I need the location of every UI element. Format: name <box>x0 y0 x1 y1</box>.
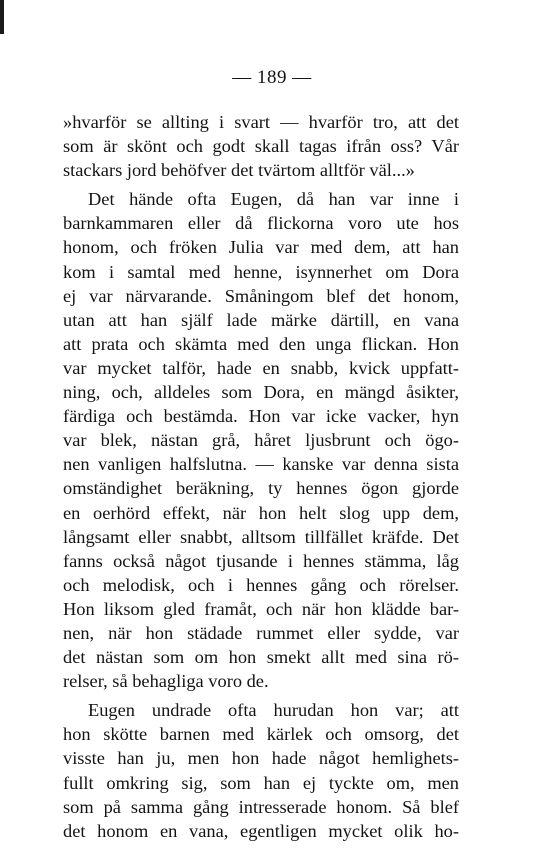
text-line: långsamt eller snabbt, alltsom tillfället kräfde. Det <box>63 526 459 547</box>
text-line: stackars jord behöfver det tvärtom alltför väl...» <box>63 160 415 181</box>
text-line: nen, när hon städade rummet eller sydde, var <box>63 622 459 643</box>
text-line: honom, och fröken Julia var med dem, att han <box>63 237 459 258</box>
text-line: fanns också något tjusande i hennes stämma, låg <box>63 550 459 571</box>
text-line: ej var närvarande. Småningom blef det honom, <box>63 285 459 306</box>
text-line: Hon liksom gled framåt, och när hon klädde bar- <box>63 598 459 619</box>
text-line: kom i samtal med henne, isynnerhet om Dora <box>63 261 459 282</box>
paragraph-3 <box>63 698 459 843</box>
text-line: Det hände ofta Eugen, då han var inne i <box>88 189 459 210</box>
text-line: det honom en vana, egentligen mycket olik ho- <box>63 820 459 841</box>
text-line: barnkammaren eller då flickorna voro ute hos <box>63 213 459 234</box>
text-line: visste han ju, men hon hade något hemlighets- <box>63 748 459 769</box>
text-line: »hvarför se allting i svart — hvarför tro, att det <box>63 112 459 132</box>
text-line: som är skönt och godt skall tagas ifrån oss? Vår <box>63 136 459 157</box>
text-line: en oerhörd effekt, när hon helt slog upp dem, <box>63 502 459 523</box>
text-line: Eugen undrade ofta hurudan hon var; att <box>88 700 459 721</box>
text-line: som på samma gång intresserade honom. Så blef <box>63 796 459 817</box>
text-line: nen vanligen halfslutna. — kanske var denna sista <box>63 454 459 475</box>
text-line: hon skötte barnen med kärlek och omsorg, det <box>63 724 459 745</box>
text-line: utan att han själf lade märke därtill, en vana <box>63 309 459 330</box>
text-line: omständighet beräkning, ty hennes ögon gjorde <box>63 478 459 499</box>
page-number: — 189 — <box>232 67 312 88</box>
text-line: var mycket talför, hade en snabb, kvick uppfatt- <box>63 357 459 378</box>
body-text <box>63 110 459 843</box>
text-line: ning, och, alldeles som Dora, en mängd åsikter, <box>63 382 459 403</box>
text-line: det nästan som om hon smekt allt med sina rö- <box>63 647 459 668</box>
paragraph-2 <box>63 187 459 693</box>
paragraph-1 <box>63 110 459 182</box>
text-line: att prata och skämta med den unga flickan. Hon <box>63 333 459 354</box>
text-line: fullt omkring sig, som han ej tyckte om, men <box>63 772 459 793</box>
text-line: färdiga och bestämda. Hon var icke vacker, hyn <box>63 406 459 427</box>
text-line: var blek, nästan grå, håret ljusbrunt och ögo- <box>63 430 459 451</box>
scan-edge-mark <box>0 0 4 34</box>
text-line: och melodisk, och i hennes gång och rörelser. <box>63 574 459 595</box>
text-line: relser, så behagliga voro de. <box>63 671 269 692</box>
